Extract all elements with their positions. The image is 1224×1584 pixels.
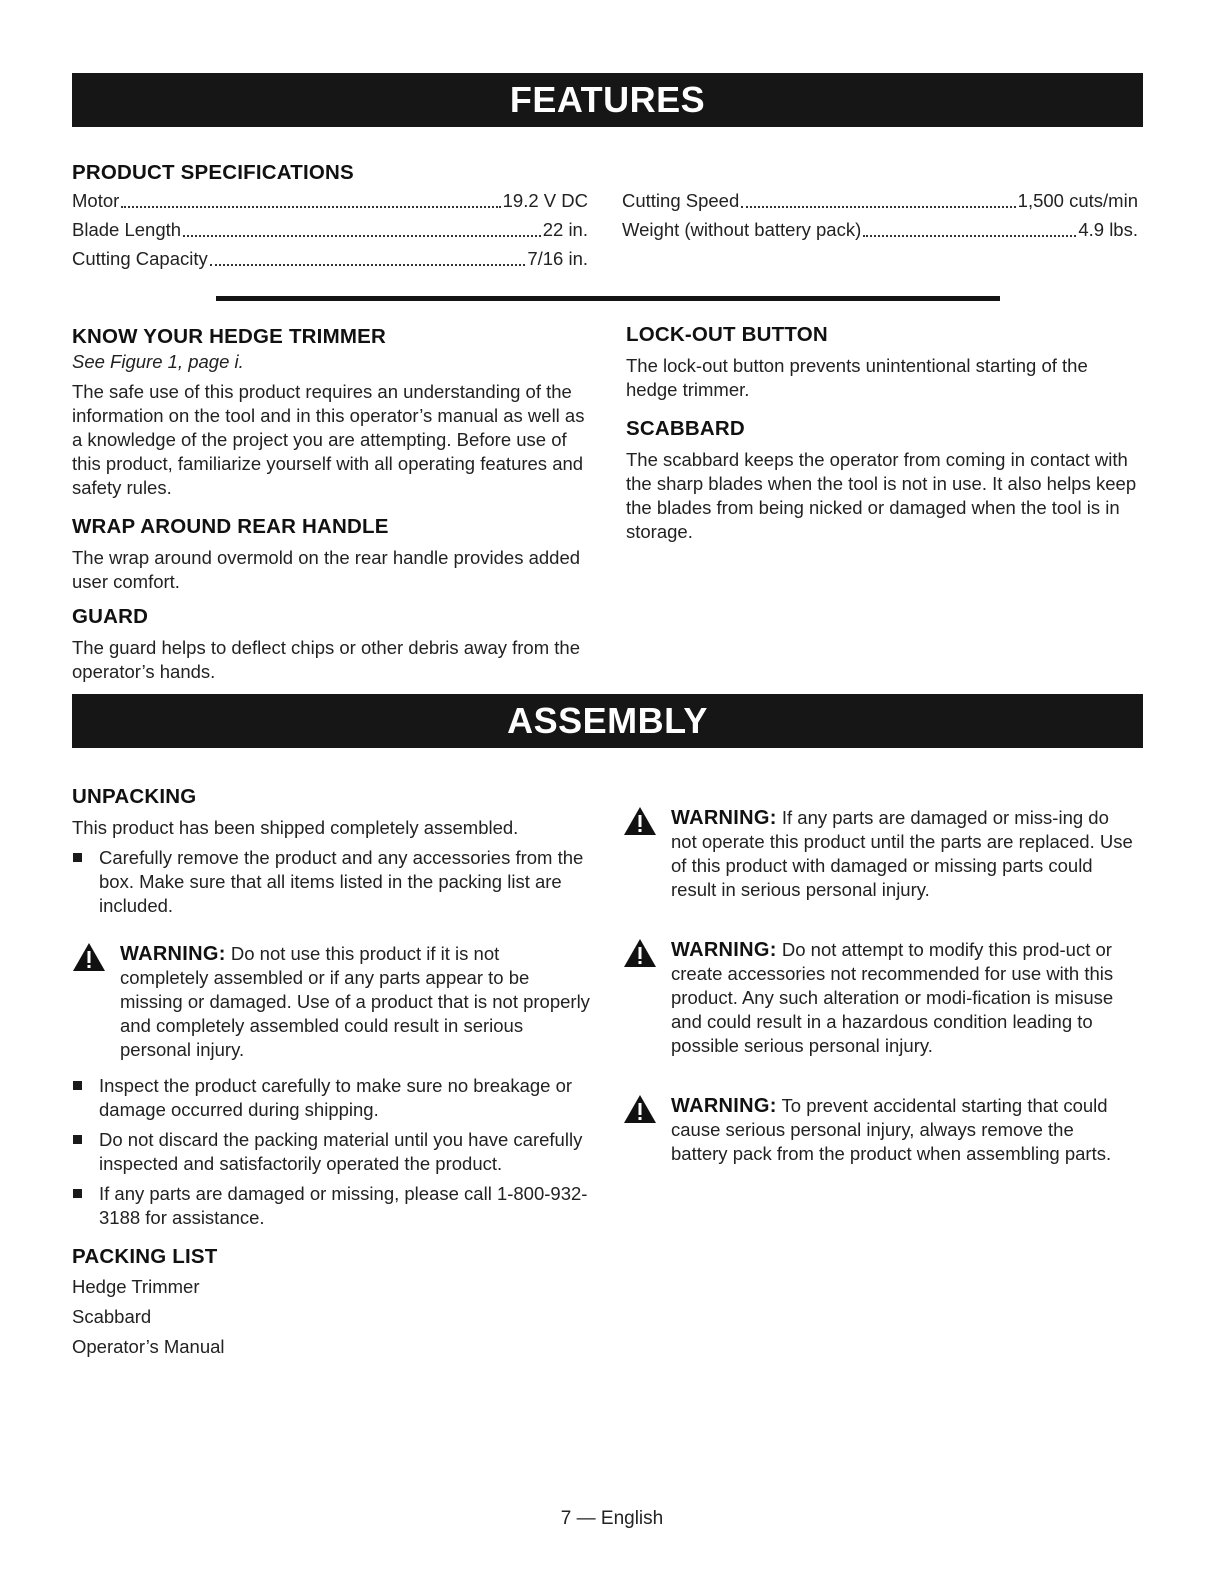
dot-leader: [183, 234, 541, 237]
spec-value: 7/16 in.: [527, 248, 588, 269]
bullet-square-icon: [73, 853, 82, 862]
scabbard-text: The scabbard keeps the operator from coming in contact with the sharp blades when the tool is not in use. It also helps keep the blades from being nicked or damaged when the tool is in storage.: [626, 449, 1137, 542]
warning-block: [623, 1094, 1135, 1166]
know-your-hedge-trimmer-title: KNOW YOUR HEDGE TRIMMER: [72, 325, 387, 348]
warning-label: WARNING:: [671, 939, 777, 961]
warning-label: WARNING:: [120, 943, 226, 965]
unpacking-intro: This product has been shipped completely assembled.: [72, 817, 519, 838]
assembly-banner: ASSEMBLY: [72, 694, 1143, 748]
figure-reference: See Figure 1, page i.: [72, 351, 244, 372]
dot-leader: [121, 205, 500, 208]
spec-value: 19.2 V DC: [502, 190, 588, 211]
spec-row: [72, 215, 588, 244]
features-right-column: [626, 322, 1142, 544]
spec-label: Weight (without battery pack): [622, 219, 862, 240]
features-left-column: [72, 324, 588, 684]
warning-block: [623, 806, 1135, 902]
lock-out-button-title: LOCK-OUT BUTTON: [626, 323, 828, 346]
page-footer: 7 — English: [560, 1508, 664, 1529]
spec-row: [72, 186, 588, 215]
know-text: The safe use of this product requires an understanding of the information on the tool and in this operator’s manual as well as a knowledge of the project you are attempting. Before use of this product, familiarize yourself with all operating features and safety rules.: [72, 381, 585, 498]
guard-text: The guard helps to deflect chips or other debris away from the operator’s hands.: [72, 637, 580, 682]
assembly-left-column: [72, 784, 592, 1362]
spec-row: [72, 244, 588, 273]
warning-triangle-icon: [623, 938, 657, 968]
list-item: Hedge Trimmer: [72, 1276, 200, 1297]
list-item: Inspect the product carefully to make sure no breakage or damage occurred during shipping.: [72, 1074, 592, 1122]
warning-triangle-icon: [623, 806, 657, 836]
warning-block: [623, 938, 1135, 1058]
bullet-square-icon: [73, 1189, 82, 1198]
specs-title: PRODUCT SPECIFICATIONS: [72, 161, 354, 184]
product-specifications-right: [622, 186, 1138, 244]
unpacking-steps: [72, 846, 592, 918]
inspection-steps: [72, 1074, 592, 1230]
warning-triangle-icon: [72, 942, 106, 972]
spec-value: 4.9 lbs.: [1078, 219, 1138, 240]
list-item: Scabbard: [72, 1306, 152, 1327]
spec-label: Motor: [72, 190, 120, 211]
spec-label: Blade Length: [72, 219, 182, 240]
list-item: Do not discard the packing material until you have carefully inspected and satisfactorily operated the product.: [72, 1128, 592, 1176]
scabbard-title: SCABBARD: [626, 417, 745, 440]
dot-leader: [741, 205, 1015, 208]
warning-text: Do not use this product if it is not completely assembled or if any parts appear to be missing or damaged. Use of a product that is not properly and completely assembled could result in serious personal injury.: [120, 943, 590, 1060]
wrap-text: The wrap around overmold on the rear handle provides added user comfort.: [72, 547, 581, 592]
warning-label: WARNING:: [671, 1095, 777, 1117]
warning-text: Do not attempt to modify this prod-uct or create accessories not recommended for use with this product. Any such alteration or modi-fication is misuse and could result in a hazardous condition leading to possible serious personal injury.: [671, 939, 1114, 1056]
bullet-square-icon: [73, 1135, 82, 1144]
warning-label: WARNING:: [671, 807, 777, 829]
list-item: Operator’s Manual: [72, 1336, 225, 1357]
warning-block: [72, 942, 592, 1062]
list-item: If any parts are damaged or missing, please call 1-800-932-3188 for assistance.: [72, 1182, 592, 1230]
guard-title: GUARD: [72, 605, 149, 628]
spec-value: 22 in.: [542, 219, 588, 240]
lockout-text: The lock-out button prevents unintentional starting of the hedge trimmer.: [626, 355, 1088, 400]
unpacking-title: UNPACKING: [72, 785, 197, 808]
bullet-square-icon: [73, 1081, 82, 1090]
wrap-around-handle-title: WRAP AROUND REAR HANDLE: [72, 515, 389, 538]
dot-leader: [210, 263, 526, 266]
warning-text: If any parts are damaged or miss-ing do not operate this product until the parts are replaced. Use of this product with damaged or missing parts could result in serious personal injury.: [671, 807, 1133, 900]
dot-leader: [863, 234, 1076, 237]
list-item: Carefully remove the product and any accessories from the box. Make sure that all items listed in the packing list are included.: [72, 846, 592, 918]
features-banner: FEATURES: [72, 73, 1143, 127]
warning-text: To prevent accidental starting that could cause serious personal injury, always remove the battery pack from the product when assembling parts.: [671, 1095, 1112, 1164]
spec-label: Cutting Speed: [622, 190, 740, 211]
spec-value: 1,500 cuts/min: [1017, 190, 1138, 211]
warning-triangle-icon: [623, 1094, 657, 1124]
spec-label: Cutting Capacity: [72, 248, 208, 269]
packing-list-title: PACKING LIST: [72, 1245, 218, 1268]
section-divider: [216, 296, 1000, 301]
product-specifications: [72, 160, 588, 273]
spec-row: [622, 215, 1138, 244]
spec-row: [622, 186, 1138, 215]
packing-list: [72, 1272, 592, 1362]
assembly-right-column: [623, 806, 1135, 1166]
